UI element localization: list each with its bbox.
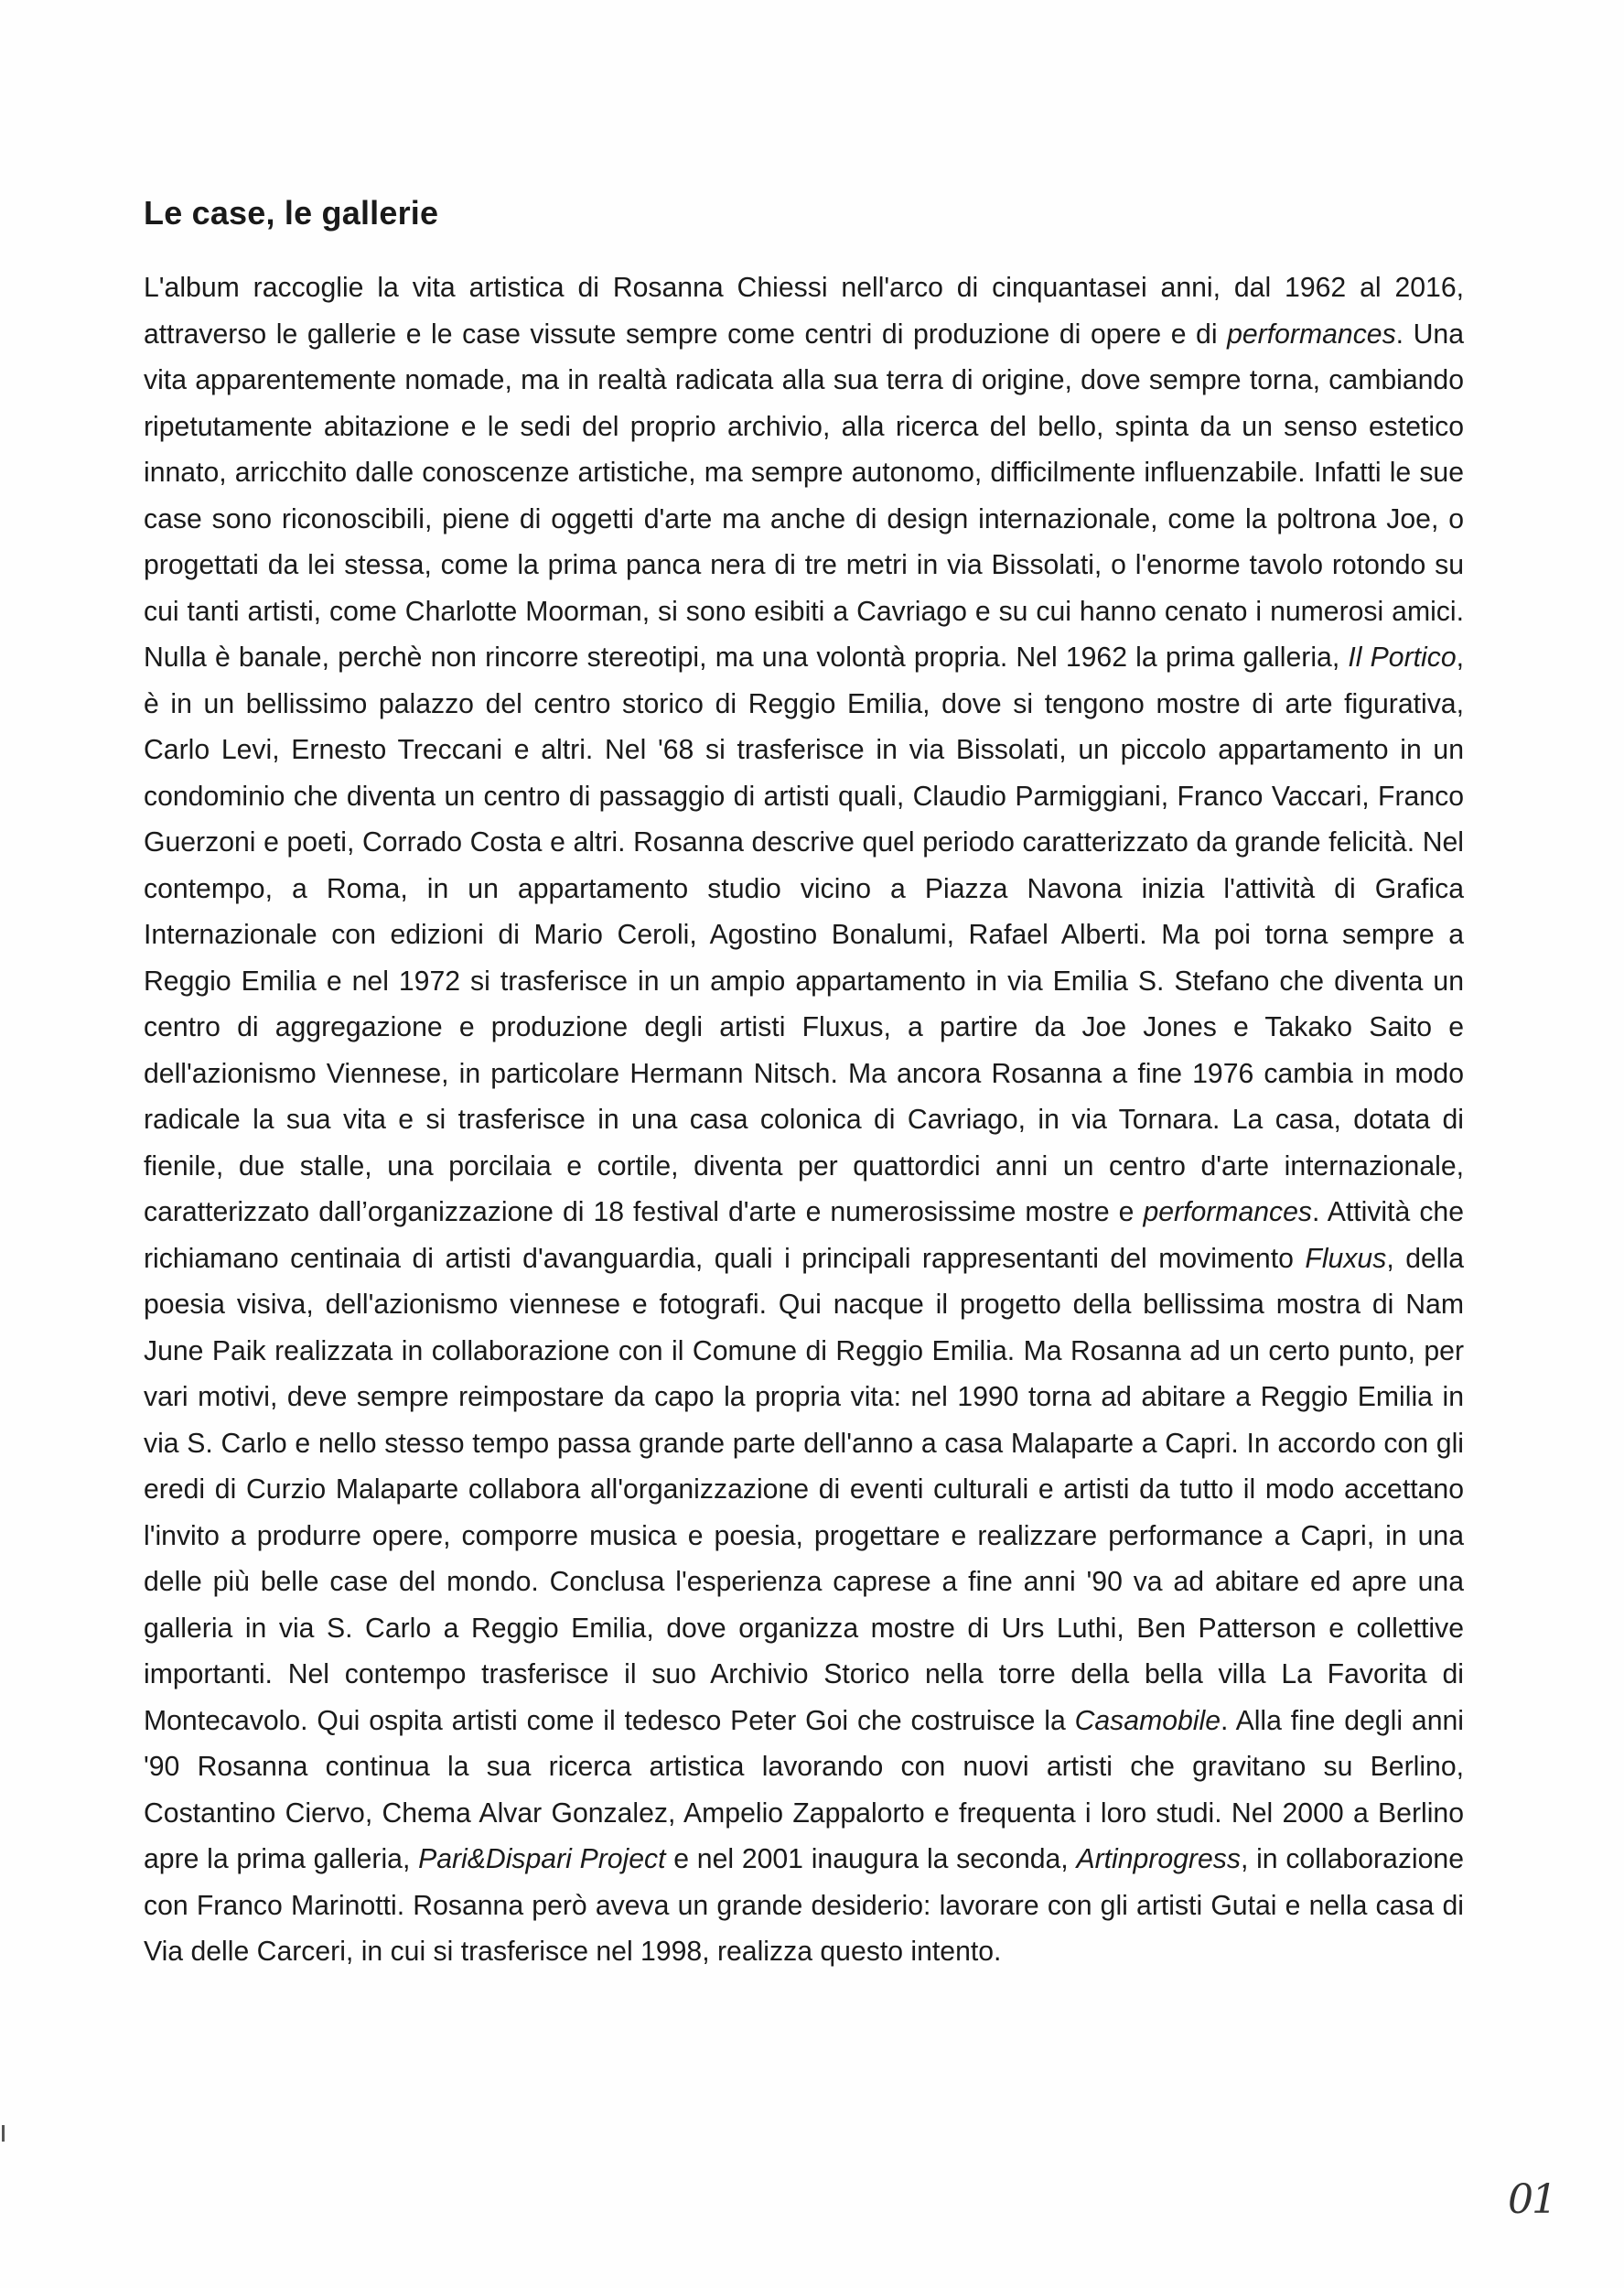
italic-text-segment: Pari&Dispari Project xyxy=(418,1844,666,1874)
text-segment: , della poesia visiva, dell'azionismo viennese e fotografi. Qui nacque il progetto della bellissima mostra di Nam June Paik realizzata in collaborazione con il Comune di Reggio Emilia. Ma Rosanna ad un certo punto, per vari motivi, deve sempre reimpostare da capo la propria vita: nel 1990 torna ad abitare a Reggio Emilia in via S. Carlo e nello stesso tempo passa grande parte dell'anno a casa Malaparte a Capri. In accordo con gli eredi di Curzio Malaparte collabora all'organizzazione di eventi culturali e artisti da tutto il modo accettano l'invito a produrre opere, comporre musica e poesia, progettare e realizzare performance a Capri, in una delle più belle case del mondo. Conclusa l'esperienza caprese a fine anni '90 va ad abitare ed apre una galleria in via S. Carlo a Reggio Emilia, dove organizza mostre di Urs Luthi, Ben Patterson e collettive importanti. Nel contempo trasferisce il suo Archivio Storico nella torre della bella villa La Favorita di Montecavolo. Qui ospita artisti come il tedesco Peter Goi che costruisce la xyxy=(144,1243,1464,1736)
page-number: 01 xyxy=(1508,2176,1555,2223)
italic-text-segment: Casamobile xyxy=(1074,1705,1221,1736)
text-segment: , è in un bellissimo palazzo del centro storico di Reggio Emilia, dove si tengono mostre di arte figurativa, Carlo Levi, Ernesto Treccani e altri. Nel '68 si trasferisce in via Bissolati, un piccolo appartamento in un condominio che diventa un centro di passaggio di artisti quali, Claudio Parmiggiani, Franco Vaccari, Franco Guerzoni e poeti, Corrado Costa e altri. Rosanna descrive quel periodo caratterizzato da grande felicità. Nel contempo, a Roma, in un appartamento studio vicino a Piazza Navona inizia l'attività di Grafica Internazionale con edizioni di Mario Ceroli, Agostino Bonalumi, Rafael Alberti. Ma poi torna sempre a Reggio Emilia e nel 1972 si trasferisce in un ampio appartamento in via Emilia S. Stefano che diventa un centro di aggregazione e produzione degli artisti Fluxus, a partire da Joe Jones e Takako Saito e dell'azionismo Viennese, in particolare Hermann Nitsch. Ma ancora Rosanna a fine 1976 cambia in modo radicale la sua vita e si trasferisce in una casa colonica di Cavriago, in via Tornara. La casa, dotata di fienile, due stalle, una porcilaia e cortile, diventa per quattordici anni un centro d'arte internazionale, caratterizzato dall’organizzazione di 18 festival d'arte e numerosissime mostre e xyxy=(144,642,1464,1227)
text-segment: . Attività che richiamano centinaia di artisti d'avanguardia, quali i principali rappresentanti del movimento xyxy=(144,1197,1464,1274)
text-segment: , in collaborazione con Franco Marinotti. Rosanna però aveva un grande desiderio: lavorare con gli artisti Gutai e nella casa di Via delle Carceri, in cui si trasferisce nel 1998, realizza questo intento. xyxy=(144,1844,1464,1967)
text-segment: L'album raccoglie la vita artistica di Rosanna Chiessi nell'arco di cinquantasei anni, dal 1962 al 2016, attraverso le gallerie e le case vissute sempre come centri di produzione di opere e di xyxy=(144,273,1464,350)
section-heading: Le case, le gallerie xyxy=(144,194,439,232)
text-segment: . Una vita apparentemente nomade, ma in realtà radicata alla sua terra di origine, dove sempre torna, cambiando ripetutamente abitazione e le sedi del proprio archivio, alla ricerca del bello, spinta da un senso estetico innato, arricchito dalle conoscenze artistiche, ma sempre autonomo, difficilmente influenzabile. Infatti le sue case sono riconoscibili, piene di oggetti d'arte ma anche di design internazionale, come la poltrona Joe, o progettati da lei stessa, come la prima panca nera di tre metri in via Bissolati, o l'enorme tavolo rotondo su cui tanti artisti, come Charlotte Moorman, si sono esibiti a Cavriago e su cui hanno cenato i numerosi amici. Nulla è banale, perchè non rincorre stereotipi, ma una volontà propria. Nel 1962 la prima galleria, xyxy=(144,318,1464,673)
italic-text-segment: Artinprogress xyxy=(1076,1844,1241,1874)
margin-mark xyxy=(2,2125,5,2142)
italic-text-segment: Il Portico xyxy=(1348,642,1457,673)
italic-text-segment: Fluxus xyxy=(1305,1243,1387,1274)
body-paragraph xyxy=(144,265,1464,1976)
text-segment: . Alla fine degli anni '90 Rosanna continua la sua ricerca artistica lavorando con nuovi artisti che gravitano su Berlino, Costantino Ciervo, Chema Alvar Gonzalez, Ampelio Zappalorto e frequenta i loro studi. Nel 2000 a Berlino apre la prima galleria, xyxy=(144,1705,1464,1874)
italic-text-segment: performances xyxy=(1227,318,1396,350)
italic-text-segment: performances xyxy=(1143,1197,1312,1227)
text-segment: e nel 2001 inaugura la seconda, xyxy=(665,1844,1077,1874)
